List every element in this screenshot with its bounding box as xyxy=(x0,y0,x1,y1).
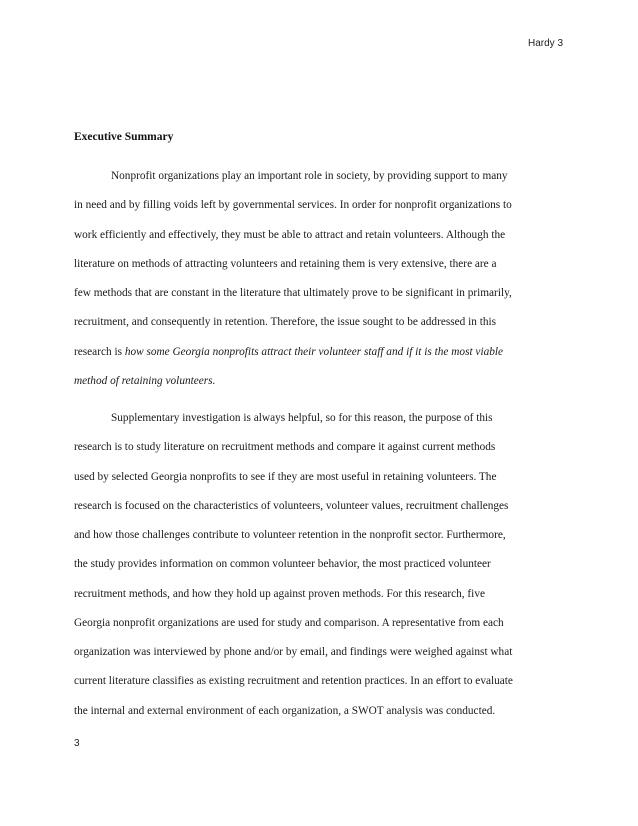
paragraph-line: Georgia nonprofit organizations are used for study and comparison. A representative from each xyxy=(74,616,504,629)
page-number: 3 xyxy=(74,738,80,749)
paragraph-line: few methods that are constant in the literature that ultimately prove to be significant in primarily, xyxy=(74,287,512,299)
paragraph-line: Nonprofit organizations play an important role in society, by providing support to many xyxy=(111,170,508,182)
paragraph-purpose xyxy=(74,404,574,726)
paragraph-line: the internal and external environment of each organization, a SWOT analysis was conducted. xyxy=(74,704,496,717)
running-head: Hardy 3 xyxy=(527,38,563,49)
paragraph-line: recruitment methods, and how they hold up against proven methods. For this research, five xyxy=(74,587,485,600)
paragraph-line: in need and by filling voids left by governmental services. In order for nonprofit organizations to xyxy=(74,199,512,212)
paragraph-line: research is focused on the characteristics of volunteers, volunteer values, recruitment challenges xyxy=(74,499,509,512)
paragraph-line: organization was interviewed by phone and/or by email, and findings were weighed against what xyxy=(74,646,513,658)
paragraph-line: used by selected Georgia nonprofits to see if they are most useful in retaining volunteers. The xyxy=(74,470,497,483)
research-question-italic-continued: method of retaining volunteers. xyxy=(74,374,216,387)
paragraph-line: Supplementary investigation is always helpful, so for this reason, the purpose of this xyxy=(111,412,493,424)
paragraph-line-text: research is xyxy=(74,345,125,358)
research-question-italic: how some Georgia nonprofits attract their volunteer staff and if it is the most viable xyxy=(124,345,504,358)
paragraph-line xyxy=(74,338,574,367)
paragraph-line: current literature classifies as existing recruitment and retention practices. In an effort to evaluate xyxy=(74,675,513,688)
section-heading: Executive Summary xyxy=(74,131,174,143)
paragraph-line: research is to study literature on recruitment methods and compare it against current methods xyxy=(74,441,496,454)
paragraph-line: work efficiently and effectively, they must be able to attract and retain volunteers. Although the xyxy=(74,228,506,241)
paragraph-line: the study provides information on common volunteer behavior, the most practiced volunteer xyxy=(74,558,491,571)
paragraph-executive-summary xyxy=(74,162,574,396)
paragraph-line: literature on methods of attracting volunteers and retaining them is very extensive, there are a xyxy=(74,257,497,270)
paragraph-line: and how those challenges contribute to volunteer retention in the nonprofit sector. Furthermore, xyxy=(74,529,506,541)
paragraph-line: recruitment, and consequently in retention. Therefore, the issue sought to be addressed in this xyxy=(74,316,497,329)
